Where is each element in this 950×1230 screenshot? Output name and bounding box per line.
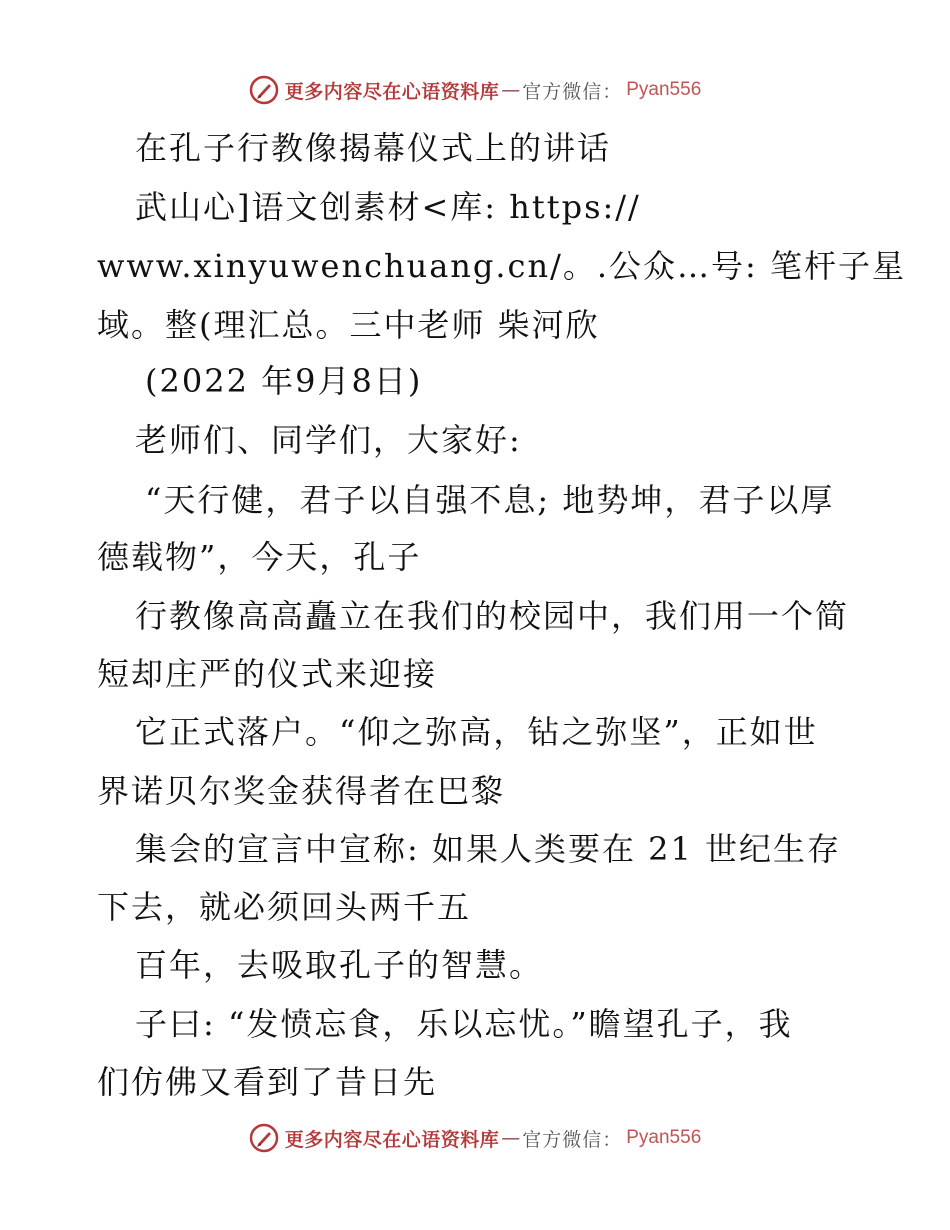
watermark-text: 更多内容尽在心语资料库 (284, 80, 500, 103)
paragraph-line: “天行健，君子以自强不息; 地势坤，君子以厚 (145, 481, 835, 519)
watermark-separator: — (501, 79, 521, 101)
paragraph-line: 子曰: “发愤忘食，乐以忘忧。”瞻望孔子，我 (135, 1005, 793, 1043)
paragraph-line: 它正式落户。“仰之弥高，钻之弥坚”，正如世 (135, 713, 818, 751)
paragraph-line: 行教像高高矗立在我们的校园中，我们用一个简 (135, 597, 850, 635)
watermark-text: 更多内容尽在心语资料库 (284, 1128, 500, 1151)
watermark-header (0, 70, 950, 110)
watermark-wechat-id: Pyan556 (626, 79, 702, 100)
pen-logo-icon (249, 75, 279, 105)
paragraph-line: 短却庄严的仪式来迎接 (97, 655, 438, 693)
watermark-separator: — (501, 1127, 521, 1149)
watermark-footer (0, 1118, 950, 1158)
paragraph-line: www.xinyuwenchuang.cn/。.公众…号: 笔杆子星 (97, 247, 906, 285)
watermark-wechat-id: Pyan556 (626, 1127, 702, 1148)
paragraph-line: 集会的宣言中宣称: 如果人类要在 21 世纪生存 (135, 830, 842, 868)
paragraph-line: 德载物”，今天，孔子 (97, 538, 422, 576)
document-title: 在孔子行教像揭幕仪式上的讲话 (135, 129, 612, 167)
document-date: (2022 年9月8日) (145, 362, 423, 400)
paragraph-line: 界诺贝尔奖金获得者在巴黎 (97, 772, 506, 810)
pen-logo-icon (249, 1123, 279, 1153)
paragraph-line: 武山心]语文创素材<库: https:// (135, 188, 641, 226)
watermark-official-label: 官方微信： (522, 1128, 623, 1151)
paragraph-line: 百年，去吸取孔子的智慧。 (135, 946, 544, 984)
watermark-official-label: 官方微信： (522, 80, 623, 103)
paragraph-line: 下去，就必须回头两千五 (97, 888, 472, 926)
greeting-line: 老师们、同学们，大家好: (135, 421, 522, 459)
paragraph-line: 们仿佛又看到了昔日先 (97, 1063, 438, 1101)
paragraph-line: 域。整(理汇总。三中老师 柴河欣 (97, 306, 600, 344)
